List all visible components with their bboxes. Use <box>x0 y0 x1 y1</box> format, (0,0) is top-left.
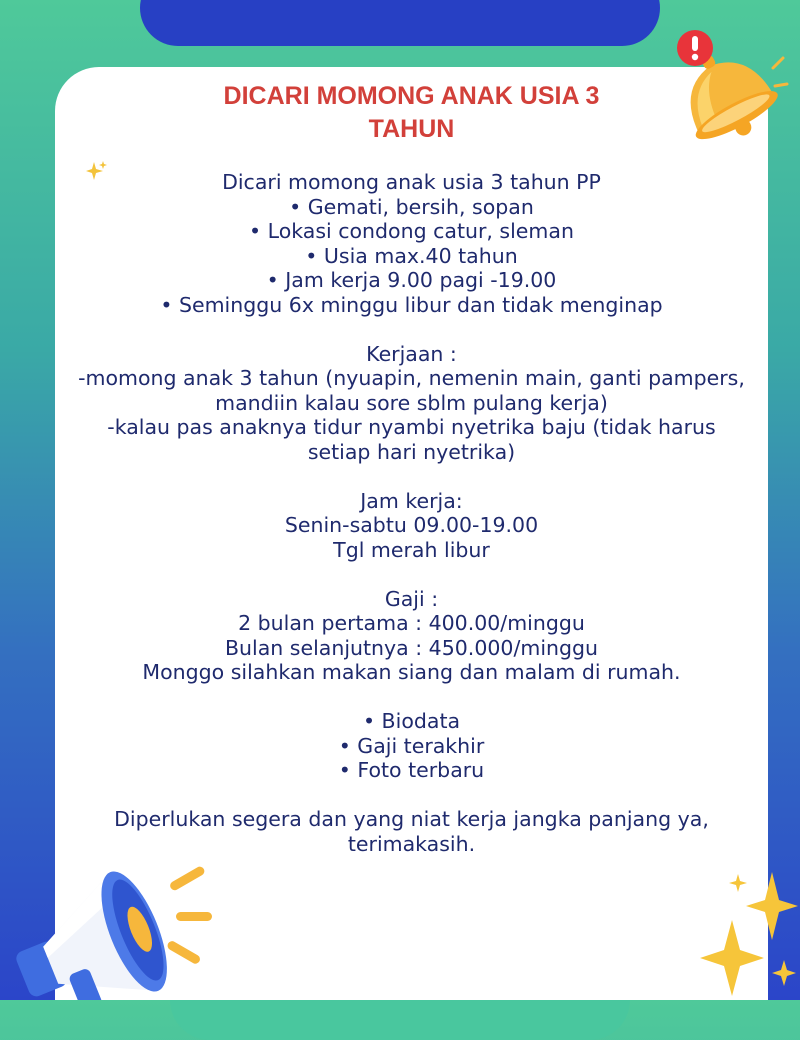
text-line: 2 bulan pertama : 400.00/minggu <box>238 611 585 635</box>
spacer <box>55 317 768 342</box>
text-line: Bulan selanjutnya : 450.000/minggu <box>224 635 599 660</box>
text-line: Tgl merah libur <box>333 537 490 562</box>
title-line-1: DICARI MOMONG ANAK USIA 3 <box>223 82 600 110</box>
text-line: mandiin kalau sore sblm pulang kerja) <box>215 390 608 415</box>
job-description <box>55 170 768 856</box>
jam-kerja-section <box>55 489 768 563</box>
section-heading: Jam kerja: <box>360 488 463 513</box>
bell-alert-icon <box>655 28 790 148</box>
list-item: • Gaji terakhir <box>338 733 485 758</box>
requirements-section <box>55 170 768 317</box>
megaphone-icon <box>0 832 215 1000</box>
kerjaan-section <box>55 342 768 465</box>
spacer <box>55 464 768 489</box>
requirements-intro: Dicari momong anak usia 3 tahun PP <box>222 170 601 194</box>
text-line: Senin-sabtu 09.00-19.00 <box>284 513 539 537</box>
list-item: • Foto terbaru <box>338 758 485 782</box>
text-line: -momong anak 3 tahun (nyuapin, nemenin main, ganti pampers, <box>78 366 745 390</box>
section-heading: Kerjaan : <box>366 341 457 366</box>
list-item: • Lokasi condong catur, sleman <box>249 219 574 243</box>
list-item: • Biodata <box>362 709 461 733</box>
spacer <box>55 783 768 808</box>
list-item: • Usia max.40 tahun <box>305 243 518 268</box>
spacer <box>55 562 768 587</box>
gaji-section <box>55 587 768 685</box>
text-line: Diperlukan segera dan yang niat kerja jangka panjang ya, <box>114 807 709 831</box>
text-line: terimakasih. <box>347 831 476 856</box>
section-heading: Gaji : <box>384 586 439 611</box>
spacer <box>55 685 768 710</box>
list-item: • Seminggu 6x minggu libur dan tidak menginap <box>160 292 663 317</box>
list-item: • Gemati, bersih, sopan <box>289 194 534 219</box>
documents-section <box>55 709 768 783</box>
text-line: setiap hari nyetrika) <box>307 439 516 464</box>
text-line: Monggo silahkan makan siang dan malam di rumah. <box>142 660 681 684</box>
title-line-2: TAHUN <box>368 115 455 143</box>
sparkles-icon <box>698 868 800 1000</box>
top-decorative-pill <box>140 0 660 46</box>
sparkle-icon <box>86 160 108 182</box>
list-item: • Jam kerja 9.00 pagi -19.00 <box>266 268 557 292</box>
text-line: -kalau pas anaknya tidur nyambi nyetrika baju (tidak harus <box>107 415 716 439</box>
